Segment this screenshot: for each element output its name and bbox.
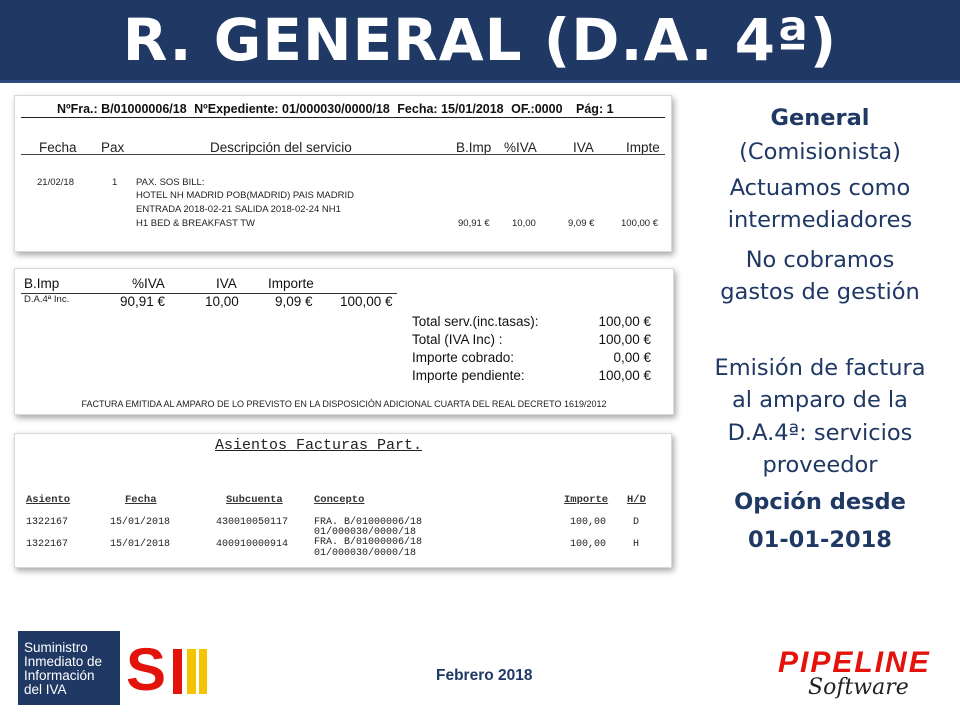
sii-logo-box: [18, 631, 120, 705]
summary-screenshot: [14, 268, 674, 415]
row-pax: 1: [112, 177, 118, 188]
row-bimp: 90,91 €: [458, 218, 490, 229]
invoice-page: Pág: 1: [576, 102, 614, 116]
summary-header-piva: %IVA: [132, 276, 165, 291]
side-emision-1: Emisión de factura: [714, 355, 926, 381]
row-desc-line-3: ENTRADA 2018-02-21 SALIDA 2018-02-24 NH1: [136, 204, 341, 215]
invoice-date: Fecha: 15/01/2018: [397, 102, 504, 116]
sii-text-2: Inmediato de: [24, 654, 103, 669]
summary-bimp: 90,91 €: [120, 294, 166, 309]
footer-date: Febrero 2018: [436, 667, 533, 684]
asiento-row-1-hd: D: [633, 517, 640, 528]
row-iva: 9,09 €: [568, 218, 595, 229]
column-header-piva: %IVA: [504, 140, 537, 155]
legal-footer: FACTURA EMITIDA AL AMPARO DE LO PREVISTO EN LA DISPOSICIÓN ADICIONAL CUARTA DEL REAL DECRETO 1619/2012: [81, 399, 607, 409]
side-emision-4: proveedor: [762, 452, 878, 478]
total-serv-label: Total serv.(inc.tasas):: [412, 314, 539, 329]
asientos-title: Asientos Facturas Part.: [215, 437, 423, 454]
sii-text-3: Información: [24, 668, 95, 683]
asiento-row-2-subcuenta: 400910000914: [216, 539, 289, 550]
summary-importe: 100,00 €: [340, 294, 393, 309]
asiento-row-2-asiento: 1322167: [26, 539, 69, 550]
asiento-row-1-concepto-1: FRA. B/01000006/18: [314, 517, 423, 528]
side-cobramos-1: No cobramos: [745, 247, 895, 273]
sii-logo-bar-red: [173, 649, 182, 694]
asientos-screenshot: [14, 433, 672, 568]
importe-cobrado-value: 0,00 €: [613, 350, 651, 365]
invoice-header: [21, 102, 665, 118]
asiento-row-1-asiento: 1322167: [26, 517, 69, 528]
asientos-header-concepto: Concepto: [314, 494, 365, 506]
row-desc-line-1: PAX. SOS BILL:: [136, 177, 205, 188]
side-cobramos-2: gastos de gestión: [720, 279, 920, 305]
asiento-row-2-hd: H: [633, 539, 640, 550]
asiento-row-2-concepto-2: 01/000030/0000/18: [314, 548, 417, 559]
total-serv-value: 100,00 €: [598, 314, 651, 329]
asiento-row-1-importe: 100,00: [570, 517, 607, 528]
column-header-bimp: B.Imp: [456, 140, 492, 155]
side-fecha: 01-01-2018: [748, 527, 892, 553]
column-header-impte: Impte: [626, 140, 660, 155]
importe-pendiente-value: 100,00 €: [598, 368, 651, 383]
importe-pendiente-label: Importe pendiente:: [412, 368, 525, 383]
sii-logo-bar-yellow-1: [187, 649, 196, 694]
total-iva-value: 100,00 €: [598, 332, 651, 347]
column-header-fecha: Fecha: [39, 140, 77, 155]
summary-header-importe: Importe: [268, 276, 314, 291]
asientos-header-importe: Importe: [564, 494, 609, 506]
row-desc-line-2: HOTEL NH MADRID POB(MADRID) PAIS MADRID: [136, 190, 354, 201]
summary-header-bimp: B.Imp: [24, 276, 60, 291]
row-impte: 100,00 €: [621, 218, 658, 229]
invoice-screenshot: [14, 95, 672, 252]
asientos-header-subcuenta: Subcuenta: [226, 494, 283, 506]
side-emision-3: D.A.4ª: servicios: [727, 420, 913, 446]
column-header-descripcion: Descripción del servicio: [210, 140, 352, 155]
row-piva: 10,00: [512, 218, 536, 229]
asiento-row-1-fecha: 15/01/2018: [110, 517, 171, 528]
total-iva-label: Total (IVA Inc) :: [412, 332, 503, 347]
sii-logo-letter: S: [126, 636, 165, 703]
sii-text-1: Suministro: [24, 640, 88, 655]
asiento-row-2-concepto-1: FRA. B/01000006/18: [314, 537, 423, 548]
invoice-number: NºFra.: B/01000006/18: [57, 102, 187, 116]
sii-logo-bar-yellow-2: [199, 649, 207, 694]
pipeline-logo: PIPELINE: [778, 646, 931, 679]
sii-text-4: del IVA: [24, 682, 67, 697]
asiento-row-2-importe: 100,00: [570, 539, 607, 550]
importe-cobrado-label: Importe cobrado:: [412, 350, 515, 365]
asientos-header-hd: H/D: [627, 494, 646, 506]
page-title: R. GENERAL (D.A. 4ª): [122, 6, 838, 74]
row-desc-line-4: H1 BED & BREAKFAST TW: [136, 218, 255, 229]
invoice-expediente: NºExpediente: 01/000030/0000/18: [194, 102, 390, 116]
side-actuamos-2: intermediadores: [727, 207, 913, 233]
asientos-header-asiento: Asiento: [26, 494, 71, 506]
column-header-iva: IVA: [573, 140, 594, 155]
side-emision-2: al amparo de la: [732, 387, 908, 413]
pipeline-logo-tagline: Software: [808, 675, 909, 700]
summary-iva: 9,09 €: [275, 294, 313, 309]
summary-regime: D.A.4ª Inc.: [24, 294, 70, 305]
summary-piva: 10,00: [205, 294, 239, 309]
summary-header-iva: IVA: [216, 276, 237, 291]
invoice-office: OF.:0000: [511, 102, 563, 116]
side-general: General: [770, 105, 870, 131]
header-divider: [21, 154, 665, 155]
asiento-row-2-fecha: 15/01/2018: [110, 539, 171, 550]
side-comisionista: (Comisionista): [739, 139, 901, 165]
side-opcion: Opción desde: [734, 489, 906, 515]
asientos-header-fecha: Fecha: [125, 494, 157, 506]
column-header-pax: Pax: [101, 140, 125, 155]
asiento-row-1-concepto-2: 01/000030/0000/18: [314, 527, 417, 538]
side-actuamos-1: Actuamos como: [729, 175, 911, 201]
title-bar: [0, 0, 960, 83]
row-fecha: 21/02/18: [37, 177, 74, 188]
asiento-row-1-subcuenta: 430010050117: [216, 517, 289, 528]
